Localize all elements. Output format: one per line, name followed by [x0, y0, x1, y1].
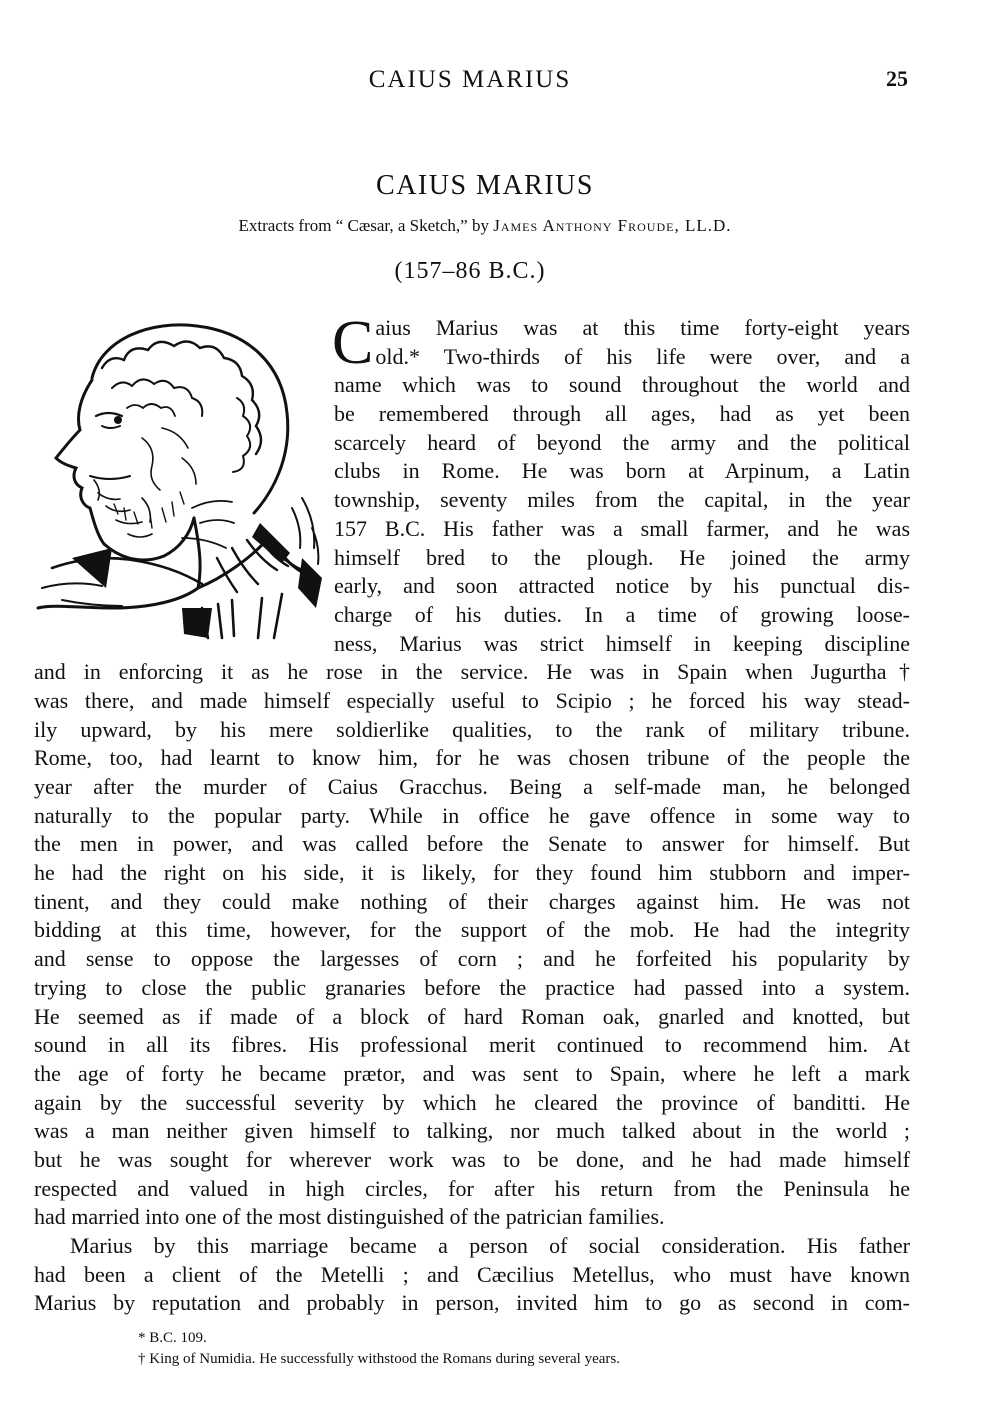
text-line: and sense to oppose the largesses of corn ; and he forfeited his popularity by [34, 946, 910, 972]
text-line: name which was to sound throughout the world and [334, 372, 910, 398]
text-line: clubs in Rome. He was born at Arpinum, a Latin [334, 458, 910, 484]
attribution-author: James Anthony Froude, LL.D. [493, 216, 732, 235]
text-line: sound in all its fibres. His professional merit continued to recommend him. At [34, 1032, 910, 1058]
text-line: the age of forty he became prætor, and was sent to Spain, where he left a mark [34, 1060, 910, 1086]
running-title: CAIUS MARIUS [368, 66, 572, 93]
text-line: scarcely heard of beyond the army and the political [334, 429, 910, 455]
text-line: charge of his duties. In a time of growing loose- [334, 601, 910, 627]
text-line: but he was sought for wherever work was to be done, and he had made himself [34, 1146, 910, 1172]
text-line: Rome, too, had learnt to know him, for he was chosen tribune of the people the [34, 745, 910, 771]
text-line: and in enforcing it as he rose in the service. He was in Spain when Jugurtha† [34, 659, 910, 685]
text-line: be remembered through all ages, had as yet been [334, 401, 910, 427]
text-line: old.* Two-thirds of his life were over, and a [375, 343, 910, 369]
text-line: had married into one of the most distinguished of the patrician families. [34, 1204, 665, 1230]
text-line: tinent, and they could make nothing of their charges against him. He was not [34, 888, 910, 914]
footnotes [138, 1328, 620, 1370]
text-line: ily upward, by his mere soldierlike qualities, to the rank of military tribune. [34, 716, 910, 742]
text-line: 157 B.C. His father was a small farmer, and he was [334, 515, 910, 541]
footnote: † King of Numidia. He successfully withstood the Romans during several years. [138, 1351, 620, 1367]
text-line: township, seventy miles from the capital, in the year [334, 487, 910, 513]
chapter-title: CAIUS MARIUS [376, 170, 594, 201]
running-head [0, 66, 1000, 98]
text-line: Marius by this marriage became a person of social consideration. His father [70, 1233, 910, 1258]
attribution [0, 216, 970, 236]
text-line: was there, and made himself especially useful to Scipio ; he forced his way stead- [34, 687, 910, 713]
chapter-dates: (157–86 B.C.) [394, 258, 546, 284]
text-line: respected and valued in high circles, for after his return from the Peninsula he [34, 1175, 910, 1201]
text-line: Marius by reputation and probably in person, invited him to go as second in com- [34, 1290, 910, 1316]
body-text [34, 309, 910, 1318]
text-line: trying to close the public granaries before the practice had passed into a system. [34, 974, 910, 1000]
text-line: ness, Marius was strict himself in keeping discipline [334, 630, 910, 656]
text-line: naturally to the popular party. While in office he gave offence in some way to [34, 802, 910, 828]
text-line: he had the right on his side, it is likely, for they found him stubborn and imper- [34, 860, 910, 886]
text-line: year after the murder of Caius Gracchus. Being a self-made man, he belonged [34, 774, 910, 799]
drop-cap: C [332, 309, 374, 377]
text-line: the men in power, and was called before the Senate to answer for himself. But [34, 831, 910, 857]
text-line: himself bred to the plough. He joined the army [334, 544, 910, 570]
text-line: aius Marius was at this time forty-eight years [375, 315, 910, 340]
text-line: again by the successful severity by which he cleared the province of banditti. He [34, 1089, 910, 1115]
text-line: He seemed as if made of a block of hard Roman oak, gnarled and knotted, but [34, 1003, 910, 1029]
text-line: bidding at this time, however, for the support of the mob. He had the integrity [34, 917, 910, 943]
attribution-prefix: Extracts from “ Cæsar, a Sketch,” by [238, 216, 489, 235]
text-line: was a man neither given himself to talking, nor much talked about in the world ; [34, 1118, 910, 1144]
page-number: 25 [886, 66, 908, 91]
footnote: * B.C. 109. [138, 1330, 207, 1346]
text-line: early, and soon attracted notice by his punctual dis- [334, 573, 910, 599]
text-line: had been a client of the Metelli ; and Cæcilius Metellus, who must have known [34, 1261, 910, 1287]
